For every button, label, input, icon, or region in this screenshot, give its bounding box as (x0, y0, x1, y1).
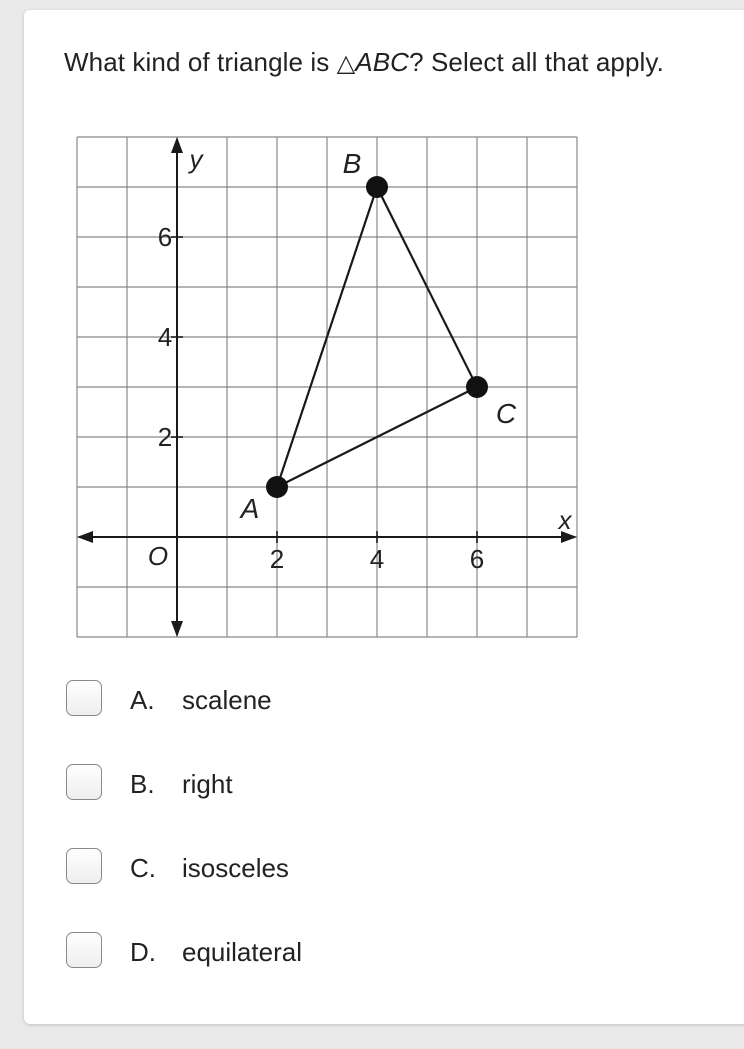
origin-label: O (147, 541, 169, 571)
question-card (24, 10, 744, 1024)
vertex-point-a (266, 476, 288, 498)
vertex-point-b (366, 176, 388, 198)
option-d-text: equilateral (182, 937, 302, 967)
option-d-letter: D. (130, 937, 156, 967)
y-tick-label: 4 (157, 322, 173, 352)
y-axis-arrow-up (171, 137, 183, 153)
x-axis-label: x (558, 505, 572, 535)
option-d-checkbox[interactable] (66, 932, 102, 968)
y-axis-label: y (189, 144, 203, 174)
option-a-text: scalene (182, 685, 272, 715)
option-a-letter: A. (130, 685, 155, 715)
option-b-text: right (182, 769, 233, 799)
x-tick-label: 4 (369, 544, 385, 574)
option-a[interactable] (66, 676, 666, 760)
x-tick-label: 2 (269, 544, 285, 574)
triangle-name: ABC (355, 47, 410, 77)
option-a-checkbox[interactable] (66, 680, 102, 716)
graph-svg (76, 136, 580, 638)
option-c-checkbox[interactable] (66, 848, 102, 884)
option-c-text: isosceles (182, 853, 289, 883)
option-b-letter: B. (130, 769, 155, 799)
option-c[interactable] (66, 844, 666, 928)
option-d[interactable] (66, 928, 666, 1012)
y-tick-label: 2 (157, 422, 173, 452)
graph-labels (148, 144, 573, 574)
y-axis-arrow-down (171, 621, 183, 637)
question-suffix: ? Select all that apply. (409, 47, 664, 77)
question-prefix: What kind of triangle is (64, 47, 337, 77)
option-c-letter: C. (130, 853, 156, 883)
option-b[interactable] (66, 760, 666, 844)
x-axis-arrow-left (77, 531, 93, 543)
vertex-label-b: B (342, 148, 362, 179)
vertex-label-a: A (240, 493, 260, 524)
x-tick-label: 6 (469, 544, 485, 574)
triangle-symbol: △ (336, 50, 356, 77)
y-tick-label: 6 (157, 222, 173, 252)
question-text (64, 47, 664, 78)
vertex-point-c (466, 376, 488, 398)
answer-options (66, 676, 666, 1012)
option-b-checkbox[interactable] (66, 764, 102, 800)
coordinate-graph (76, 136, 580, 638)
vertex-label-c: C (495, 398, 517, 429)
